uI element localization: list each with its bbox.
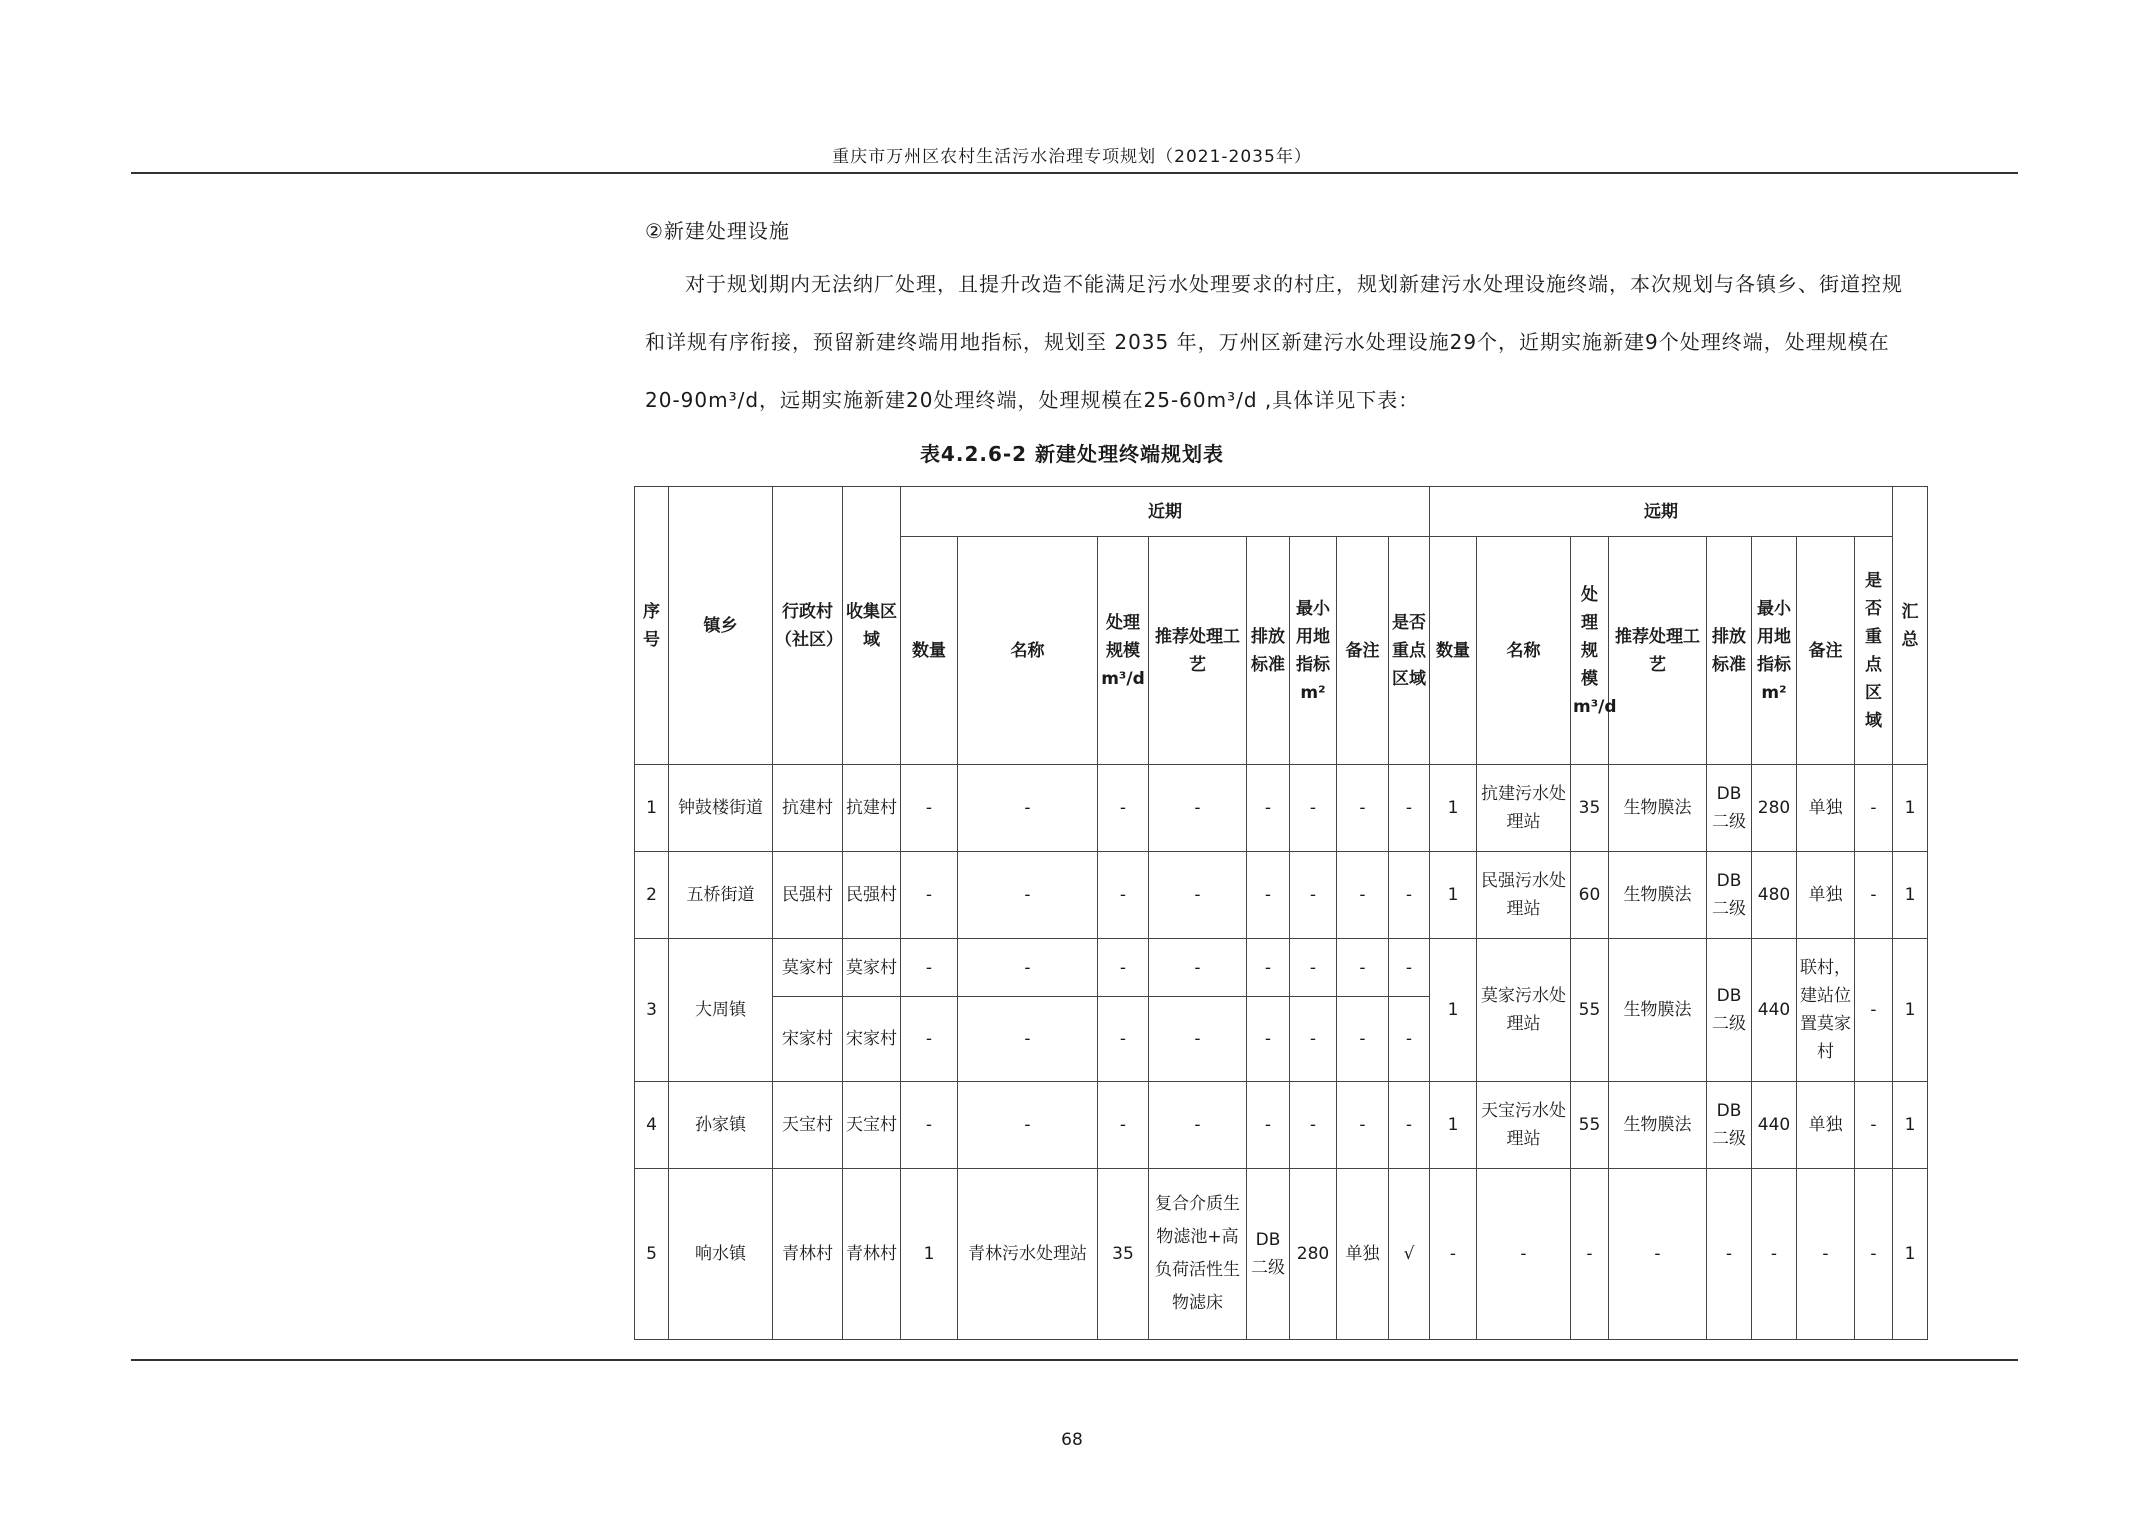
cell-near-count: - (901, 939, 958, 997)
header-near: 近期 (901, 487, 1430, 537)
footer-rule (131, 1359, 2018, 1361)
header-near-key: 是否重点区域 (1389, 537, 1430, 765)
cell-area: 莫家村 (843, 939, 901, 997)
cell-seq: 5 (635, 1169, 669, 1340)
cell-near-scale: - (1098, 939, 1149, 997)
cell-town: 响水镇 (669, 1169, 773, 1340)
cell-far-remark: 联村，建站位置莫家村 (1797, 939, 1855, 1082)
cell-near-name: - (958, 765, 1098, 852)
cell-town: 孙家镇 (669, 1082, 773, 1169)
cell-near-key: - (1389, 852, 1430, 939)
cell-far-scale: - (1571, 1169, 1609, 1340)
cell-near-count: - (901, 997, 958, 1082)
cell-far-remark: 单独 (1797, 765, 1855, 852)
cell-near-key: - (1389, 997, 1430, 1082)
cell-near-name: 青林污水处理站 (958, 1169, 1098, 1340)
cell-far-remark: - (1797, 1169, 1855, 1340)
cell-near-name: - (958, 939, 1098, 997)
header-rule (131, 172, 2018, 174)
cell-near-scale: 35 (1098, 1169, 1149, 1340)
cell-far-count: 1 (1430, 852, 1477, 939)
cell-near-standard: - (1247, 997, 1290, 1082)
header-village: 行政村（社区） (773, 487, 843, 765)
cell-near-key: - (1389, 1082, 1430, 1169)
plan-table (634, 486, 1928, 1340)
cell-far-process: 生物膜法 (1609, 939, 1707, 1082)
cell-village: 莫家村 (773, 939, 843, 997)
table-caption: 表4.2.6-2 新建处理终端规划表 (919, 442, 1225, 466)
cell-near-standard: - (1247, 1082, 1290, 1169)
cell-far-count: 1 (1430, 765, 1477, 852)
cell-near-process: - (1149, 765, 1247, 852)
cell-area: 宋家村 (843, 997, 901, 1082)
cell-far-process: 生物膜法 (1609, 765, 1707, 852)
cell-near-remark: - (1337, 1082, 1389, 1169)
header-far-scale: 处理规模m³/d (1571, 537, 1609, 765)
cell-near-count: - (901, 1082, 958, 1169)
cell-far-standard: DB二级 (1707, 1082, 1752, 1169)
cell-far-standard: DB二级 (1707, 852, 1752, 939)
cell-far-scale: 35 (1571, 765, 1609, 852)
header-far-land: 最小用地指标m² (1752, 537, 1797, 765)
cell-near-remark: 单独 (1337, 1169, 1389, 1340)
cell-far-land: 440 (1752, 939, 1797, 1082)
cell-near-name: - (958, 852, 1098, 939)
header-far-key: 是否重点区域 (1855, 537, 1893, 765)
cell-near-scale: - (1098, 1082, 1149, 1169)
cell-near-remark: - (1337, 939, 1389, 997)
cell-town: 大周镇 (669, 939, 773, 1082)
cell-town: 钟鼓楼街道 (669, 765, 773, 852)
table-row (635, 852, 1928, 939)
cell-village: 天宝村 (773, 1082, 843, 1169)
cell-far-land: 280 (1752, 765, 1797, 852)
header-total: 汇总 (1893, 487, 1928, 765)
cell-seq: 2 (635, 852, 669, 939)
cell-area: 抗建村 (843, 765, 901, 852)
page-header: 重庆市万州区农村生活污水治理专项规划（2021-2035年） (832, 147, 1312, 167)
header-seq: 序号 (635, 487, 669, 765)
header-far-process: 推荐处理工艺 (1609, 537, 1707, 765)
header-near-scale: 处理规模m³/d (1098, 537, 1149, 765)
cell-near-process: - (1149, 939, 1247, 997)
header-near-standard: 排放标准 (1247, 537, 1290, 765)
cell-near-remark: - (1337, 997, 1389, 1082)
cell-near-land: 280 (1290, 1169, 1337, 1340)
cell-far-remark: 单独 (1797, 852, 1855, 939)
cell-near-land: - (1290, 997, 1337, 1082)
cell-near-standard: DB二级 (1247, 1169, 1290, 1340)
cell-total: 1 (1893, 765, 1928, 852)
cell-near-remark: - (1337, 765, 1389, 852)
header-near-name: 名称 (958, 537, 1098, 765)
header-far-remark: 备注 (1797, 537, 1855, 765)
header-far-name: 名称 (1477, 537, 1571, 765)
cell-far-key: - (1855, 765, 1893, 852)
cell-far-process: - (1609, 1169, 1707, 1340)
cell-near-land: - (1290, 1082, 1337, 1169)
cell-far-process: 生物膜法 (1609, 1082, 1707, 1169)
cell-near-count: - (901, 852, 958, 939)
cell-near-land: - (1290, 939, 1337, 997)
cell-village: 抗建村 (773, 765, 843, 852)
cell-village: 青林村 (773, 1169, 843, 1340)
cell-near-land: - (1290, 765, 1337, 852)
cell-near-count: - (901, 765, 958, 852)
cell-near-process: - (1149, 1082, 1247, 1169)
cell-far-key: - (1855, 939, 1893, 1082)
cell-area: 青林村 (843, 1169, 901, 1340)
table-row (635, 1082, 1928, 1169)
table-row (635, 1169, 1928, 1340)
cell-far-remark: 单独 (1797, 1082, 1855, 1169)
cell-near-name: - (958, 997, 1098, 1082)
cell-total: 1 (1893, 852, 1928, 939)
cell-total: 1 (1893, 1082, 1928, 1169)
cell-near-process: 复合介质生物滤池+高负荷活性生物滤床 (1149, 1169, 1247, 1340)
table-row (635, 765, 1928, 852)
cell-near-key: - (1389, 765, 1430, 852)
cell-seq: 4 (635, 1082, 669, 1169)
paragraph-line-1: 对于规划期内无法纳厂处理，且提升改造不能满足污水处理要求的村庄，规划新建污水处理设施终端，本次规划与各镇乡、街道控规 (685, 272, 1903, 296)
header-far-count: 数量 (1430, 537, 1477, 765)
cell-total: 1 (1893, 939, 1928, 1082)
cell-near-key: √ (1389, 1169, 1430, 1340)
cell-far-land: - (1752, 1169, 1797, 1340)
cell-near-process: - (1149, 997, 1247, 1082)
header-near-remark: 备注 (1337, 537, 1389, 765)
cell-village: 民强村 (773, 852, 843, 939)
header-near-land: 最小用地指标m² (1290, 537, 1337, 765)
cell-far-name: - (1477, 1169, 1571, 1340)
cell-far-key: - (1855, 1082, 1893, 1169)
cell-far-name: 民强污水处理站 (1477, 852, 1571, 939)
cell-far-count: 1 (1430, 939, 1477, 1082)
cell-near-land: - (1290, 852, 1337, 939)
header-area: 收集区域 (843, 487, 901, 765)
cell-far-name: 抗建污水处理站 (1477, 765, 1571, 852)
header-near-process: 推荐处理工艺 (1149, 537, 1247, 765)
cell-seq: 1 (635, 765, 669, 852)
cell-town: 五桥街道 (669, 852, 773, 939)
cell-near-standard: - (1247, 852, 1290, 939)
cell-near-scale: - (1098, 852, 1149, 939)
paragraph-line-2: 和详规有序衔接，预留新建终端用地指标，规划至 2035 年，万州区新建污水处理设施29个，近期实施新建9个处理终端，处理规模在 (645, 330, 1890, 354)
cell-far-count: 1 (1430, 1082, 1477, 1169)
cell-seq: 3 (635, 939, 669, 1082)
cell-far-standard: DB二级 (1707, 939, 1752, 1082)
cell-near-key: - (1389, 939, 1430, 997)
cell-near-process: - (1149, 852, 1247, 939)
cell-far-count: - (1430, 1169, 1477, 1340)
cell-near-standard: - (1247, 939, 1290, 997)
cell-near-standard: - (1247, 765, 1290, 852)
cell-far-scale: 60 (1571, 852, 1609, 939)
table-row (635, 939, 1928, 997)
cell-far-standard: DB二级 (1707, 765, 1752, 852)
header-far: 远期 (1430, 487, 1893, 537)
cell-near-count: 1 (901, 1169, 958, 1340)
header-town: 镇乡 (669, 487, 773, 765)
cell-far-scale: 55 (1571, 1082, 1609, 1169)
section-title: ②新建处理设施 (645, 219, 790, 243)
cell-far-key: - (1855, 852, 1893, 939)
cell-far-scale: 55 (1571, 939, 1609, 1082)
cell-total: 1 (1893, 1169, 1928, 1340)
header-near-count: 数量 (901, 537, 958, 765)
cell-far-land: 440 (1752, 1082, 1797, 1169)
cell-village: 宋家村 (773, 997, 843, 1082)
cell-area: 天宝村 (843, 1082, 901, 1169)
paragraph-line-3: 20-90m³/d，远期实施新建20处理终端，处理规模在25-60m³/d ,具体详见下表： (645, 388, 1420, 412)
cell-far-standard: - (1707, 1169, 1752, 1340)
cell-far-land: 480 (1752, 852, 1797, 939)
page-number: 68 (1061, 1430, 1083, 1450)
cell-near-name: - (958, 1082, 1098, 1169)
header-far-standard: 排放标准 (1707, 537, 1752, 765)
cell-far-key: - (1855, 1169, 1893, 1340)
body-paragraph (645, 255, 1930, 429)
cell-far-name: 天宝污水处理站 (1477, 1082, 1571, 1169)
cell-area: 民强村 (843, 852, 901, 939)
cell-far-name: 莫家污水处理站 (1477, 939, 1571, 1082)
cell-near-scale: - (1098, 765, 1149, 852)
cell-near-remark: - (1337, 852, 1389, 939)
cell-near-scale: - (1098, 997, 1149, 1082)
cell-far-process: 生物膜法 (1609, 852, 1707, 939)
